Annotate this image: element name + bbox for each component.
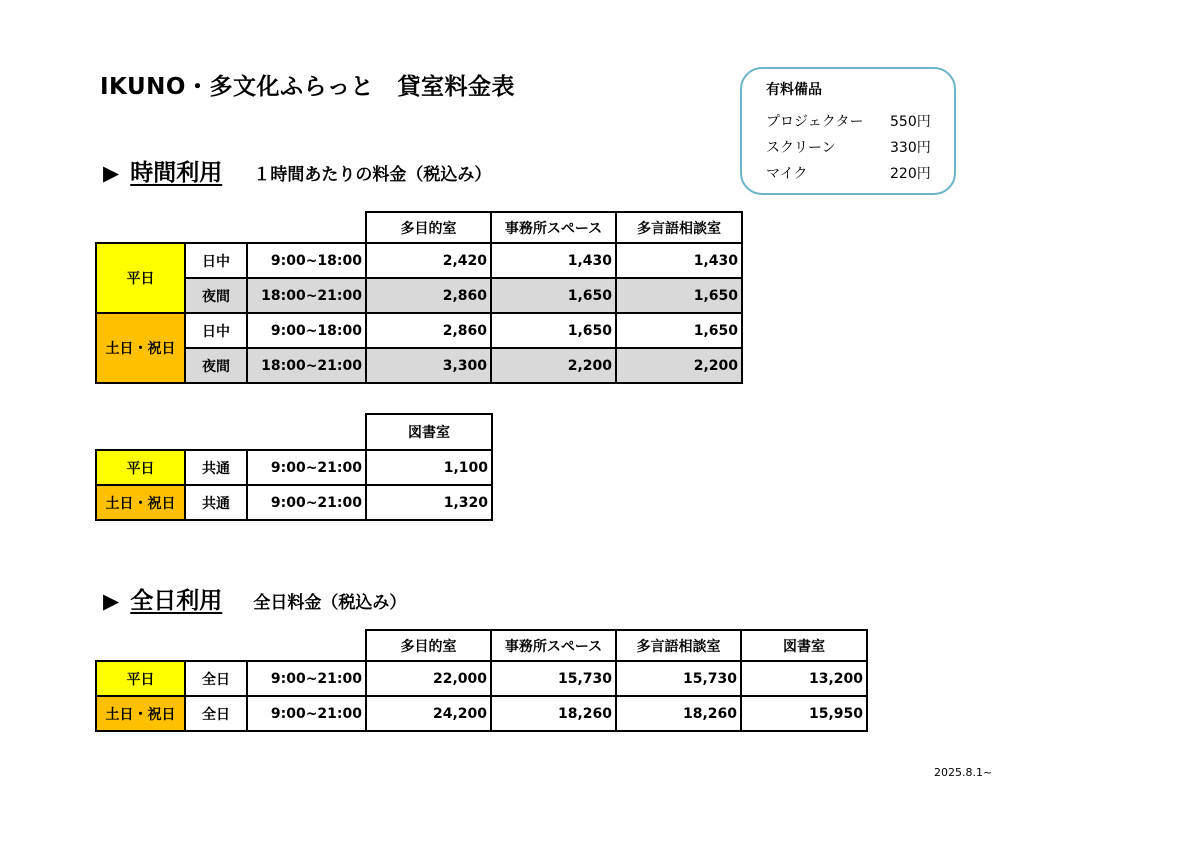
day-type-cell: 土日・祝日 — [96, 313, 185, 383]
hourly-section-heading — [103, 154, 491, 187]
price-cell: 3,300 — [366, 348, 491, 383]
column-header: 事務所スペース — [491, 630, 616, 661]
time-cell: 9:00~21:00 — [247, 450, 366, 485]
effective-date: 2025.8.1~ — [934, 766, 993, 779]
price-cell: 22,000 — [366, 661, 491, 696]
period-cell: 日中 — [185, 243, 247, 278]
day-type-cell: 土日・祝日 — [96, 485, 185, 520]
equipment-heading: 有料備品 — [766, 82, 822, 98]
table-row — [96, 243, 742, 278]
price-cell: 2,860 — [366, 313, 491, 348]
price-cell: 1,650 — [616, 313, 742, 348]
price-cell: 1,430 — [491, 243, 616, 278]
table-row — [96, 450, 492, 485]
period-cell: 日中 — [185, 313, 247, 348]
price-cell: 15,730 — [491, 661, 616, 696]
price-cell: 24,200 — [366, 696, 491, 731]
price-cell: 15,950 — [741, 696, 867, 731]
fullday-section-heading — [103, 582, 406, 615]
price-cell: 1,100 — [366, 450, 492, 485]
hourly-label: 時間利用 — [130, 160, 223, 186]
price-cell: 13,200 — [741, 661, 867, 696]
price-cell: 1,650 — [616, 278, 742, 313]
column-header: 多言語相談室 — [616, 212, 742, 243]
table-header-row — [96, 630, 867, 661]
time-cell: 9:00~18:00 — [247, 313, 366, 348]
day-type-cell: 土日・祝日 — [96, 696, 185, 731]
equipment-price: 220円 — [890, 166, 931, 182]
price-cell: 1,320 — [366, 485, 492, 520]
table-row — [96, 661, 867, 696]
play-arrow-icon: ▶ — [103, 589, 120, 613]
fullday-rate-table — [95, 629, 868, 732]
day-type-cell: 平日 — [96, 243, 185, 313]
price-cell: 18,260 — [491, 696, 616, 731]
play-arrow-icon: ▶ — [103, 161, 120, 185]
library-rate-table — [95, 413, 493, 521]
fullday-label: 全日利用 — [130, 588, 223, 614]
time-cell: 18:00~21:00 — [247, 348, 366, 383]
table-row — [96, 313, 742, 348]
price-cell: 2,860 — [366, 278, 491, 313]
page-title: IKUNO・多文化ふらっと 貸室料金表 — [100, 74, 515, 100]
column-header: 図書室 — [366, 414, 492, 450]
price-cell: 15,730 — [616, 661, 741, 696]
period-cell: 夜間 — [185, 348, 247, 383]
column-header: 図書室 — [741, 630, 867, 661]
period-cell: 共通 — [185, 450, 247, 485]
equipment-name: スクリーン — [766, 140, 836, 156]
table-row — [96, 696, 867, 731]
time-cell: 9:00~21:00 — [247, 696, 366, 731]
time-cell: 9:00~21:00 — [247, 661, 366, 696]
period-cell: 夜間 — [185, 278, 247, 313]
price-cell: 2,200 — [616, 348, 742, 383]
equipment-price: 550円 — [890, 114, 931, 130]
price-cell: 1,650 — [491, 313, 616, 348]
time-cell: 9:00~18:00 — [247, 243, 366, 278]
table-header-row — [96, 414, 492, 450]
hourly-subtitle: １時間あたりの料金（税込み） — [253, 165, 492, 185]
price-cell: 18,260 — [616, 696, 741, 731]
column-header: 多目的室 — [366, 630, 491, 661]
hourly-rate-table — [95, 211, 743, 384]
column-header: 多言語相談室 — [616, 630, 741, 661]
equipment-name: プロジェクター — [766, 114, 864, 130]
price-cell: 2,200 — [491, 348, 616, 383]
table-header-row — [96, 212, 742, 243]
table-row — [96, 348, 742, 383]
period-cell: 全日 — [185, 696, 247, 731]
equipment-box — [740, 67, 956, 195]
period-cell: 共通 — [185, 485, 247, 520]
price-cell: 1,650 — [491, 278, 616, 313]
day-type-cell: 平日 — [96, 661, 185, 696]
column-header: 多目的室 — [366, 212, 491, 243]
time-cell: 9:00~21:00 — [247, 485, 366, 520]
table-row — [96, 278, 742, 313]
table-row — [96, 485, 492, 520]
column-header: 事務所スペース — [491, 212, 616, 243]
period-cell: 全日 — [185, 661, 247, 696]
price-cell: 2,420 — [366, 243, 491, 278]
equipment-price: 330円 — [890, 140, 931, 156]
price-cell: 1,430 — [616, 243, 742, 278]
equipment-name: マイク — [766, 166, 808, 182]
fullday-subtitle: 全日料金（税込み） — [253, 593, 407, 613]
time-cell: 18:00~21:00 — [247, 278, 366, 313]
day-type-cell: 平日 — [96, 450, 185, 485]
